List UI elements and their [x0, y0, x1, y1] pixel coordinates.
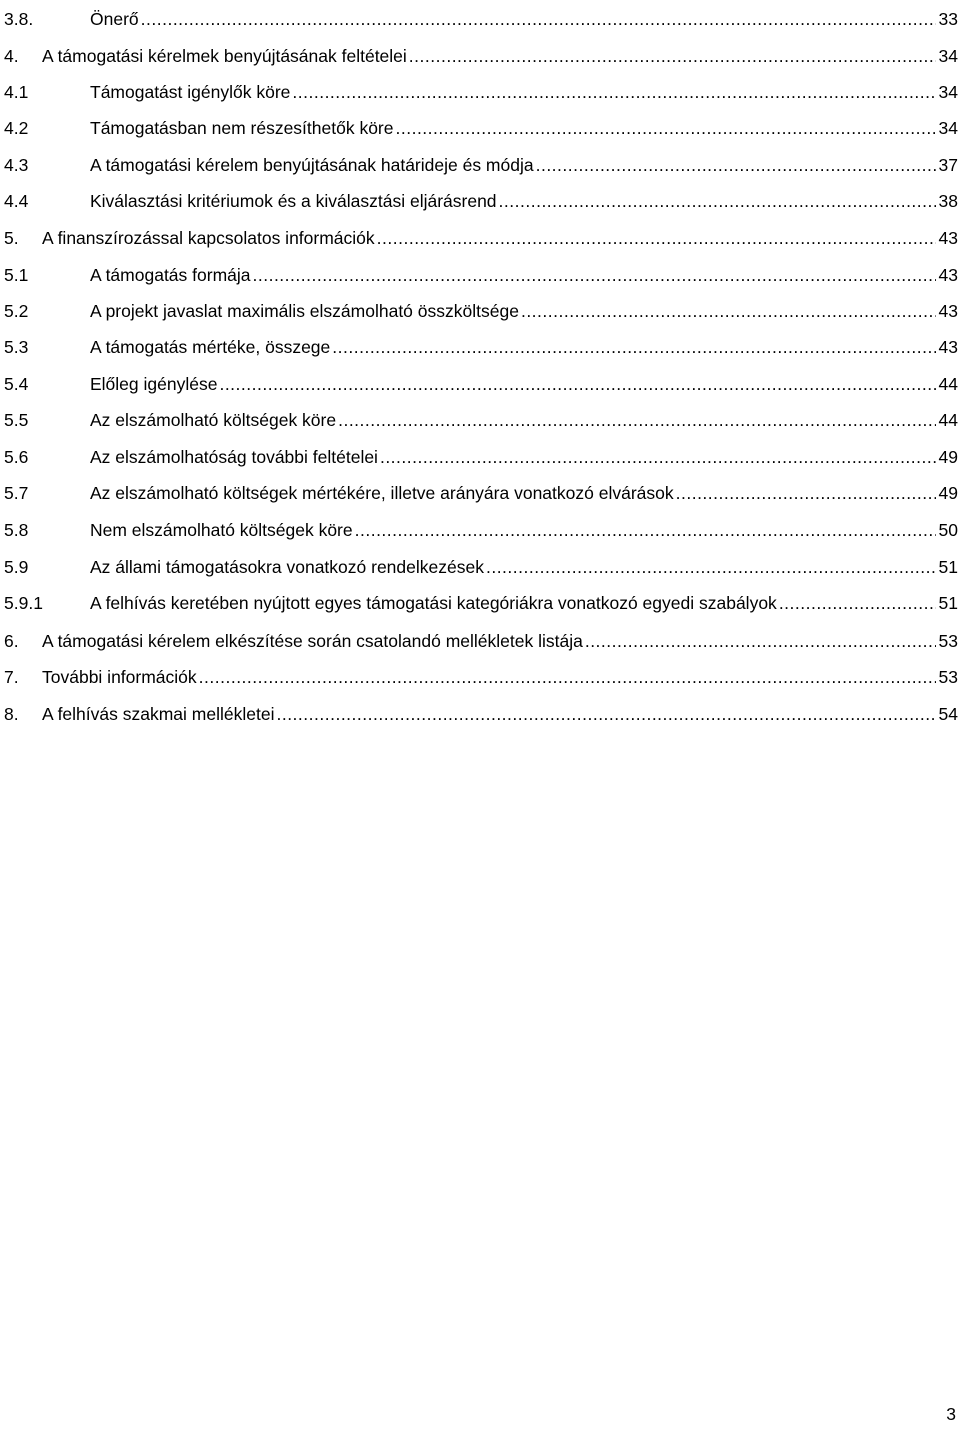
toc-entry-number: 4.3 — [4, 155, 29, 175]
dot-leader — [585, 628, 936, 654]
toc-entry-page: 51 — [938, 557, 958, 577]
toc-entry[interactable] — [4, 79, 958, 105]
toc-entry[interactable] — [4, 152, 958, 178]
toc-entry-number: 5. — [4, 228, 19, 248]
page-number: 3 — [946, 1404, 956, 1424]
toc-entry-number: 6. — [4, 631, 19, 651]
toc-entry-title: A támogatási kérelem elkészítése során csatolandó mellékletek listája — [42, 631, 583, 651]
toc-entry-title: Az elszámolható költségek köre — [90, 410, 337, 430]
toc-entry[interactable] — [4, 334, 958, 360]
toc-entry-number: 5.3 — [4, 337, 29, 357]
toc-entry-title: Az állami támogatásokra vonatkozó rendelkezések — [90, 557, 484, 577]
toc-entry-number: 5.5 — [4, 410, 29, 430]
toc-entry-page: 53 — [938, 631, 958, 651]
dot-leader — [253, 262, 936, 288]
toc-entry-number: 4.2 — [4, 118, 29, 138]
toc-entry[interactable] — [4, 444, 958, 470]
toc-entry[interactable] — [4, 298, 958, 324]
toc-entry-page: 34 — [938, 82, 958, 102]
toc-entry-title: A támogatási kérelmek benyújtásának feltételei — [42, 46, 407, 66]
toc-entry-title: Nem elszámolható költségek köre — [90, 520, 353, 540]
toc-entry-title: Az elszámolható költségek mértékére, illetve arányára vonatkozó elvárások — [90, 483, 674, 503]
toc-entry-page: 49 — [938, 483, 958, 503]
toc-entry-title: Támogatásban nem részesíthetők köre — [90, 118, 394, 138]
toc-entry-page: 37 — [938, 155, 958, 175]
dot-leader — [338, 407, 935, 433]
toc-entry-number: 4.1 — [4, 82, 29, 102]
toc-entry-number: 5.8 — [4, 520, 29, 540]
toc-entry[interactable] — [4, 6, 958, 32]
toc-entry-number: 4.4 — [4, 191, 29, 211]
toc-entry[interactable] — [4, 407, 958, 433]
toc-entry-page: 50 — [938, 520, 958, 540]
toc-entry-title: A támogatási kérelem benyújtásának határideje és módja — [90, 155, 534, 175]
toc-entry-title: További információk — [42, 667, 197, 687]
dot-leader — [199, 664, 936, 690]
toc-entry[interactable] — [4, 43, 958, 69]
toc-entry-page: 49 — [938, 447, 958, 467]
toc-entry-page: 43 — [938, 265, 958, 285]
dot-leader — [486, 554, 936, 580]
dot-leader — [332, 334, 935, 360]
toc-entry-title: Önerő — [90, 9, 139, 29]
toc-entry-number: 5.2 — [4, 301, 29, 321]
toc-entry-page: 43 — [938, 301, 958, 321]
toc-entry[interactable] — [4, 480, 958, 506]
toc-entry-page: 51 — [938, 593, 958, 613]
toc-entry[interactable] — [4, 225, 958, 251]
toc-entry-title: A támogatás mértéke, összege — [90, 337, 331, 357]
toc-entry-number: 5.4 — [4, 374, 29, 394]
toc-entry-page: 44 — [938, 374, 958, 394]
toc-entry-title: Kiválasztási kritériumok és a kiválasztási eljárásrend — [90, 191, 497, 211]
toc-entry[interactable] — [4, 262, 958, 288]
toc-entry-page: 44 — [938, 410, 958, 430]
toc-entry-title: A felhívás keretében nyújtott egyes támogatási kategóriákra vonatkozó egyedi szabályok — [90, 593, 777, 613]
toc-entry[interactable] — [4, 188, 958, 214]
toc-entry[interactable] — [4, 115, 958, 141]
toc-entry-page: 38 — [938, 191, 958, 211]
dot-leader — [499, 188, 936, 214]
toc-entry-number: 5.6 — [4, 447, 29, 467]
toc-entry[interactable] — [4, 371, 958, 397]
toc-entry[interactable] — [4, 517, 958, 543]
dot-leader — [355, 517, 936, 543]
dot-leader — [292, 79, 935, 105]
toc-entry-page: 34 — [938, 118, 958, 138]
toc-entry-title: Támogatást igénylők köre — [90, 82, 291, 102]
dot-leader — [676, 480, 936, 506]
toc-entry-number: 4. — [4, 46, 19, 66]
dot-leader — [521, 298, 936, 324]
dot-leader — [276, 701, 935, 727]
toc-entry-title: Előleg igénylése — [90, 374, 218, 394]
toc-entry-page: 33 — [938, 9, 958, 29]
toc-entry[interactable] — [4, 701, 958, 727]
toc-entry[interactable] — [4, 628, 958, 654]
toc-entry-page: 34 — [938, 46, 958, 66]
toc-entry-number: 5.1 — [4, 265, 29, 285]
dot-leader — [219, 371, 935, 397]
toc-entry-number: 7. — [4, 667, 19, 687]
dot-leader — [779, 590, 936, 616]
toc-entry-page: 54 — [938, 704, 958, 724]
toc-entry-number: 5.9.1 — [4, 593, 43, 613]
dot-leader — [396, 115, 936, 141]
toc-entry-title: Az elszámolhatóság további feltételei — [90, 447, 378, 467]
toc-entry-number: 3.8. — [4, 9, 34, 29]
toc-entry[interactable] — [4, 664, 958, 690]
dot-leader — [536, 152, 936, 178]
dot-leader — [377, 225, 936, 251]
toc-entry-page: 53 — [938, 667, 958, 687]
toc-entry-page: 43 — [938, 228, 958, 248]
toc-entry-title: A felhívás szakmai mellékletei — [42, 704, 275, 724]
dot-leader — [409, 43, 936, 69]
toc-entry-number: 8. — [4, 704, 19, 724]
toc-entry[interactable] — [4, 590, 958, 616]
toc-entry-title: A projekt javaslat maximális elszámolható összköltsége — [90, 301, 519, 321]
toc-entry-title: A támogatás formája — [90, 265, 251, 285]
toc-entry-number: 5.9 — [4, 557, 29, 577]
dot-leader — [141, 6, 936, 32]
dot-leader — [380, 444, 936, 470]
toc-entry[interactable] — [4, 554, 958, 580]
toc-entry-page: 43 — [938, 337, 958, 357]
toc-entry-number: 5.7 — [4, 483, 29, 503]
toc-entry-title: A finanszírozással kapcsolatos információk — [42, 228, 375, 248]
